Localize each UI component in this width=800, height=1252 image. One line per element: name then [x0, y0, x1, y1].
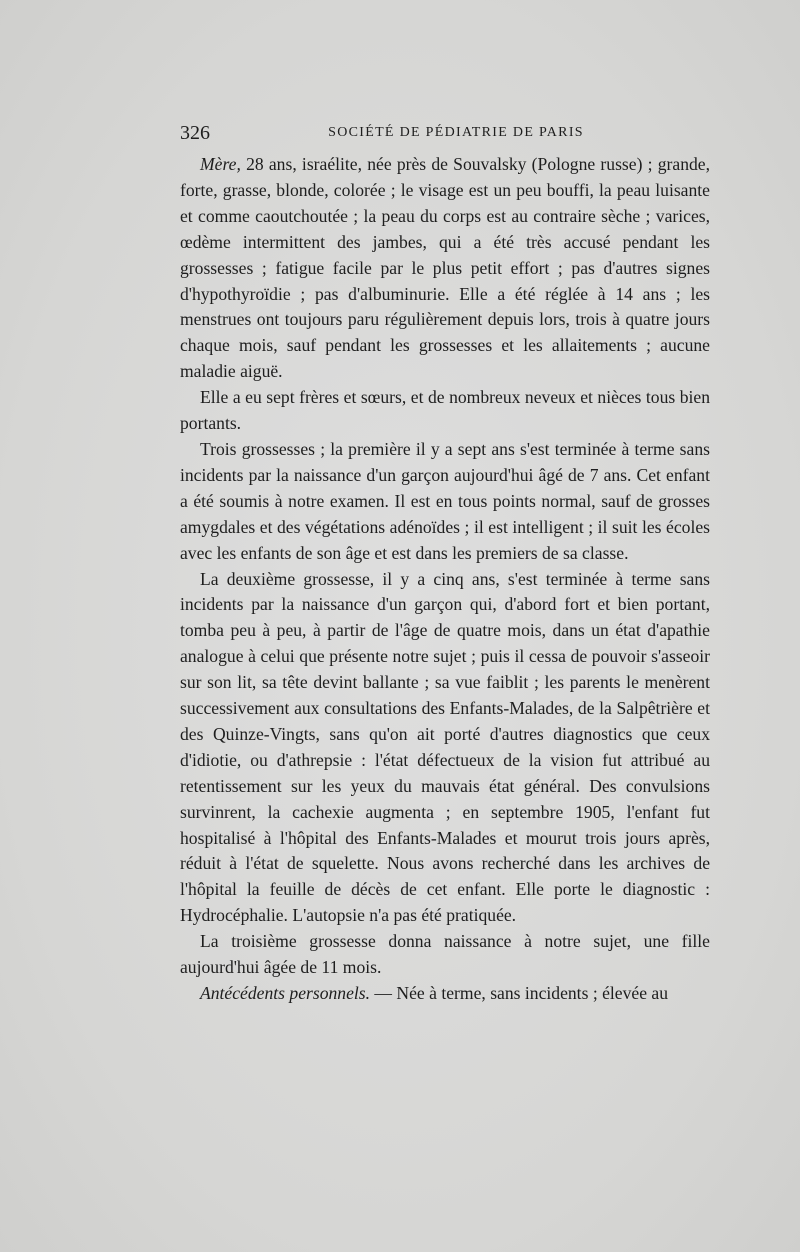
paragraph-third-pregnancy: [180, 929, 710, 981]
paragraph-personal-history: [180, 981, 710, 1007]
paragraph-text: La troisième grossesse donna naissance à notre sujet, une fille aujourd'hui âgée de 11 mois.: [180, 931, 710, 978]
paragraph-text: 28 ans, israélite, née près de Souvalsky (Pologne russe) ; grande, forte, grasse, blonde, colorée ; le visage est un peu bouffi, la peau luisante et comme caoutchoutée ; la peau du corps est au contraire sèche ; varices, œdème intermittent des jambes, qui a été très accusé pendant les grossesses ; fatigue facile par le plus petit effort ; pas d'autres signes d'hypothyroïdie ; pas d'albuminurie. Elle a été réglée à 14 ans ; les menstrues ont toujours paru régulièrement depuis lors, trois à quatre jours chaque mois, sauf pendant les grossesses et les allaitements ; aucune maladie aiguë.: [180, 154, 710, 382]
body-text: [180, 152, 710, 1007]
paragraph-text: — Née à terme, sans incidents ; élevée au: [370, 983, 669, 1003]
paragraph-text: Trois grossesses ; la première il y a sept ans s'est terminée à terme sans incidents par la naissance d'un garçon aujourd'hui âgé de 7 ans. Cet enfant a été soumis à notre examen. Il est en tous points normal, sauf de grosses amygdales et des végétations adénoïdes ; il est intelligent ; il suit les écoles avec les enfants de son âge et est dans les premiers de sa classe.: [180, 438, 710, 563]
paragraph-siblings: [180, 385, 710, 437]
page-number: 326: [180, 122, 210, 144]
page-header: [180, 122, 710, 146]
paragraph-lead: Antécédents personnels.: [200, 983, 371, 1003]
paragraph-second-pregnancy: [180, 567, 710, 930]
running-title: SOCIÉTÉ DE PÉDIATRIE DE PARIS: [328, 125, 584, 140]
paragraph-first-pregnancy: [180, 437, 710, 567]
paragraph-lead: Mère,: [200, 154, 241, 174]
paragraph-mother: [180, 152, 710, 385]
paragraph-text: La deuxième grossesse, il y a cinq ans, s'est terminée à terme sans incidents par la naissance d'un garçon qui, d'abord fort et bien portant, tomba peu à peu, à partir de l'âge de quatre mois, dans un état d'apathie analogue à celui que présente notre sujet ; puis il cessa de pouvoir s'asseoir sur son lit, sa tête devint ballante ; sa vue faiblit ; les parents le menèrent successivement aux consultations des Enfants-Malades, de la Salpêtrière et des Quinze-Vingts, sans qu'on ait porté d'autres diagnostics que ceux d'idiotie, ou d'athrepsie : l'état défectueux de la vision fut attribué au retentissement sur les yeux du mauvais état général. Des convulsions survinrent, la cachexie augmenta ; en septembre 1905, l'enfant fut hospitalisé à l'hôpital des Enfants-Malades et mourut trois jours après, réduit à l'état de squelette. Nous avons recherché dans les archives de l'hôpital la feuille de décès de cet enfant. Elle porte le diagnostic : Hydrocéphalie. L'autopsie n'a pas été pratiquée.: [180, 568, 710, 926]
paragraph-text: Elle a eu sept frères et sœurs, et de nombreux neveux et nièces tous bien portants.: [180, 387, 710, 434]
